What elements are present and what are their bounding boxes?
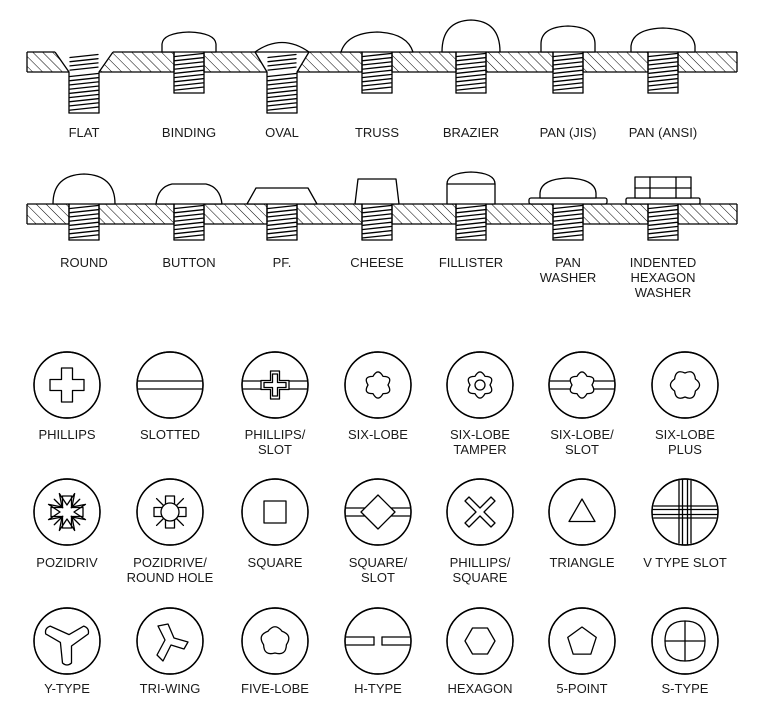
item-label: TRIANGLE — [549, 555, 615, 570]
item-label: BUTTON — [162, 255, 216, 270]
s-type-drive-icon — [652, 608, 718, 674]
item-label: PF. — [272, 255, 292, 270]
item-label: BINDING — [161, 125, 217, 140]
item-label: S-TYPE — [661, 681, 709, 696]
slotted-drive-icon — [137, 352, 203, 418]
h-type-drive-icon — [345, 608, 411, 674]
tri-wing-drive-icon — [137, 608, 203, 674]
five-lobe-drive-icon — [242, 608, 308, 674]
six-lobe-slot-drive-icon — [549, 352, 615, 418]
item-label: H-TYPE — [354, 681, 402, 696]
five-point-drive-icon — [549, 608, 615, 674]
item-label: FILLISTER — [438, 255, 504, 270]
item-label: FIVE-LOBE — [241, 681, 309, 696]
v-type-slot-drive-icon — [652, 479, 718, 545]
item-label: SQUARE/ SLOT — [348, 555, 408, 585]
pozidrive-round-hole-drive-icon — [137, 479, 203, 545]
drive-types-grid — [34, 352, 727, 696]
item-label: PAN (ANSI) — [628, 125, 698, 140]
phillips-square-drive-icon — [447, 479, 513, 545]
item-label: SLOTTED — [140, 427, 200, 442]
head-styles-row-1 — [27, 20, 737, 140]
item-label: SIX-LOBE — [348, 427, 408, 442]
item-label: TRI-WING — [139, 681, 201, 696]
phillips-drive-icon — [34, 352, 100, 418]
item-label: PHILLIPS — [38, 427, 96, 442]
item-label: PHILLIPS/ SLOT — [244, 427, 306, 457]
phillips-slot-drive-icon — [242, 352, 308, 418]
item-label: 5-POINT — [556, 681, 608, 696]
item-label: SIX-LOBE TAMPER — [450, 427, 510, 457]
item-label: POZIDRIVE/ ROUND HOLE — [126, 555, 214, 585]
pozidriv-drive-icon — [34, 479, 100, 545]
item-label: SIX-LOBE PLUS — [655, 427, 715, 457]
item-label: V TYPE SLOT — [643, 555, 727, 570]
item-label: POZIDRIV — [36, 555, 98, 570]
six-lobe-tamper-drive-icon — [447, 352, 513, 418]
item-label: Y-TYPE — [44, 681, 90, 696]
item-label: FLAT — [68, 125, 100, 140]
six-lobe-plus-drive-icon — [652, 352, 718, 418]
square-slot-drive-icon — [345, 479, 411, 545]
item-label: HEXAGON — [447, 681, 513, 696]
item-label: CHEESE — [350, 255, 404, 270]
item-label: ROUND — [60, 255, 108, 270]
item-label: OVAL — [265, 125, 299, 140]
head-styles-row-2 — [27, 172, 737, 300]
y-type-drive-icon — [34, 608, 100, 674]
item-label: PAN (JIS) — [539, 125, 597, 140]
hexagon-drive-icon — [447, 608, 513, 674]
item-label: PAN WASHER — [539, 255, 597, 285]
six-lobe-drive-icon — [345, 352, 411, 418]
item-label: BRAZIER — [442, 125, 500, 140]
item-label: TRUSS — [354, 125, 400, 140]
triangle-drive-icon — [549, 479, 615, 545]
square-drive-icon — [242, 479, 308, 545]
item-label: PHILLIPS/ SQUARE — [449, 555, 511, 585]
item-label: INDENTED HEXAGON WASHER — [629, 255, 697, 300]
item-label: SIX-LOBE/ SLOT — [550, 427, 614, 457]
item-label: SQUARE — [247, 555, 303, 570]
